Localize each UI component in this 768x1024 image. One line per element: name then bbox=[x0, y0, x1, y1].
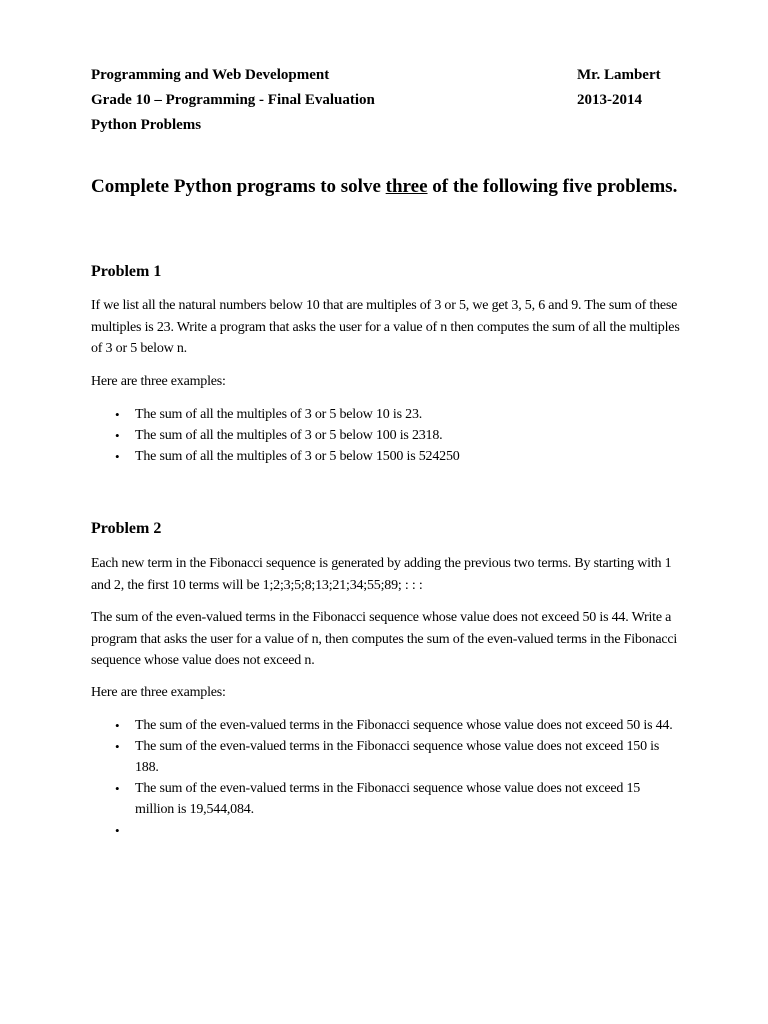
topic-title: Python Problems bbox=[91, 117, 202, 133]
instructions bbox=[91, 173, 681, 201]
instructions-after: of the following five problems. bbox=[427, 176, 678, 197]
problem-2-description-1: Each new term in the Fibonacci sequence is generated by adding the previous two terms. By starting with 1 and 2, the first 10 terms will be 1;2;3;5;8;13;21;34;55;89; : : : bbox=[91, 556, 672, 593]
list-item-text: The sum of the even-valued terms in the Fibonacci sequence whose value does not exceed 50 is 44. bbox=[135, 718, 673, 733]
bullet-icon: • bbox=[115, 823, 120, 838]
list-item bbox=[91, 820, 681, 841]
header-row-3 bbox=[91, 113, 681, 138]
evaluation-title: Grade 10 – Programming - Final Evaluation bbox=[91, 92, 375, 108]
problem-1-examples-list bbox=[91, 404, 681, 467]
problem-1-examples-intro: Here are three examples: bbox=[91, 374, 226, 389]
bullet-icon: • bbox=[115, 718, 120, 733]
header-row-2 bbox=[91, 88, 681, 113]
document-header bbox=[91, 63, 681, 138]
bullet-icon: • bbox=[115, 428, 120, 443]
list-item bbox=[91, 404, 681, 425]
bullet-icon: • bbox=[115, 407, 120, 422]
instructions-emphasis: three bbox=[385, 176, 428, 197]
problem-2-heading: Problem 2 bbox=[91, 520, 162, 537]
teacher-name: Mr. Lambert bbox=[577, 67, 661, 83]
list-item-text: The sum of all the multiples of 3 or 5 below 100 is 2318. bbox=[135, 428, 443, 443]
list-item-text: The sum of the even-valued terms in the Fibonacci sequence whose value does not exceed 15 million is 19,544,084. bbox=[135, 781, 641, 817]
list-item bbox=[91, 778, 681, 820]
list-item bbox=[91, 446, 681, 467]
header-row-1 bbox=[91, 63, 681, 88]
course-title: Programming and Web Development bbox=[91, 67, 330, 83]
list-item bbox=[91, 425, 681, 446]
school-year: 2013-2014 bbox=[577, 92, 642, 108]
bullet-icon: • bbox=[115, 781, 120, 796]
bullet-icon: • bbox=[115, 739, 120, 754]
list-item-text: The sum of the even-valued terms in the Fibonacci sequence whose value does not exceed 150 is 188. bbox=[135, 739, 660, 775]
instructions-before: Complete Python programs to solve bbox=[91, 176, 386, 197]
problem-2-description-2: The sum of the even-valued terms in the Fibonacci sequence whose value does not exceed 50 is 44. Write a program that asks the user for a value of n, then computes the sum of the even-valued terms in the Fibonacci sequence whose value does not exceed n. bbox=[91, 610, 678, 668]
problem-2-examples-intro: Here are three examples: bbox=[91, 685, 226, 700]
problem-2-examples-list bbox=[91, 715, 681, 841]
problem-1-heading: Problem 1 bbox=[91, 263, 162, 280]
list-item-text: The sum of all the multiples of 3 or 5 below 10 is 23. bbox=[135, 407, 423, 422]
list-item-text: The sum of all the multiples of 3 or 5 below 1500 is 524250 bbox=[135, 449, 460, 464]
list-item bbox=[91, 736, 681, 778]
bullet-icon: • bbox=[115, 449, 120, 464]
list-item bbox=[91, 715, 681, 736]
problem-1-description: If we list all the natural numbers below 10 that are multiples of 3 or 5, we get 3, 5, 6 and 9. The sum of these multiples is 23. Write a program that asks the user for a value of n then computes the sum of all the multiples of 3 or 5 below n. bbox=[91, 298, 680, 356]
